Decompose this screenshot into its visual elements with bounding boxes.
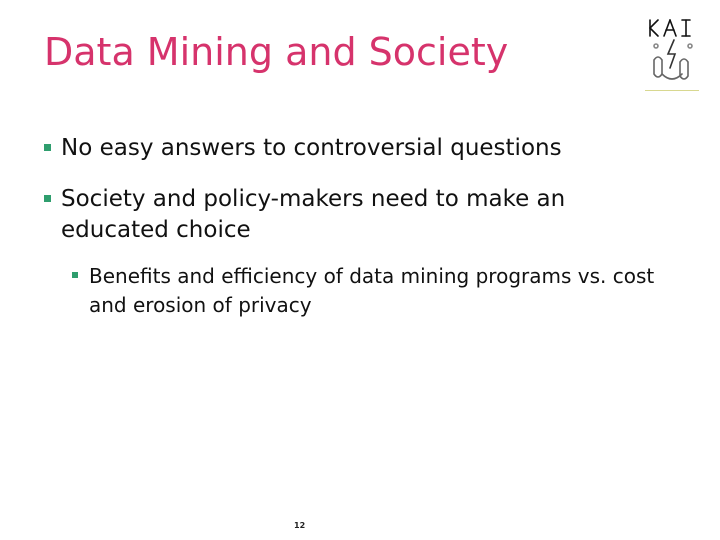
sub-bullet-text: Benefits and efficiency of data mining programs vs. cost and erosion of privacy <box>89 264 655 317</box>
square-bullet-icon <box>44 144 51 151</box>
logo-underline <box>645 90 699 91</box>
page-number: 12 <box>294 521 306 530</box>
sub-bullet-item <box>72 262 697 320</box>
bullet-text: Society and policy-makers need to make an educated choice <box>61 186 566 243</box>
square-bullet-icon <box>72 272 78 278</box>
bullet-item <box>44 184 644 246</box>
slide-title: Data Mining and Society <box>44 30 509 74</box>
square-bullet-icon <box>44 195 51 202</box>
bullet-text: No easy answers to controversial questions <box>61 135 562 161</box>
bullet-item <box>44 133 664 164</box>
kai-logo-icon <box>644 14 702 92</box>
